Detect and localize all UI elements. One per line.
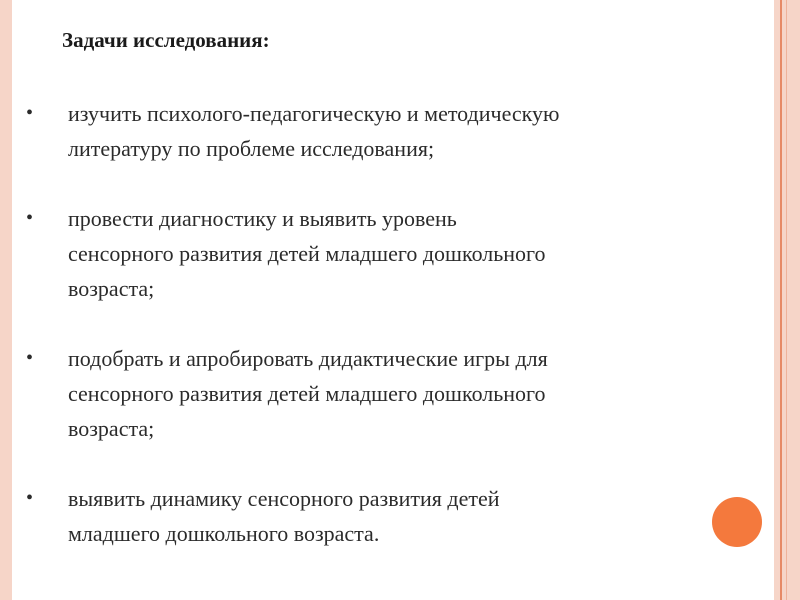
task-line: подобрать и апробировать дидактические игры для [68,346,548,371]
orange-circle-decoration [712,497,762,547]
task-item [22,96,770,166]
task-line: возраста; [68,416,155,441]
task-item [22,201,770,306]
task-line: изучить психолого-педагогическую и методическую [68,101,560,126]
bullet-icon: • [26,347,34,369]
slide-title: Задачи исследования: [62,28,270,52]
right-decorative-band [774,0,800,600]
task-line: выявить динамику сенсорного развития детей [68,486,500,511]
bullet-icon: • [26,102,34,124]
task-item [22,481,770,551]
right-band-thin-line [786,0,787,600]
task-line: младшего дошкольного возраста. [68,521,380,546]
task-line: возраста; [68,276,155,301]
task-list [22,96,770,551]
task-line: провести диагностику и выявить уровень [68,206,457,231]
left-decorative-band [0,0,12,600]
task-line: сенсорного развития детей младшего дошкольного [68,241,546,266]
task-line: литературу по проблеме исследования; [68,136,435,161]
task-line: сенсорного развития детей младшего дошкольного [68,381,546,406]
bullet-icon: • [26,487,34,509]
right-band-line [780,0,782,600]
task-item [22,341,770,446]
bullet-icon: • [26,207,34,229]
